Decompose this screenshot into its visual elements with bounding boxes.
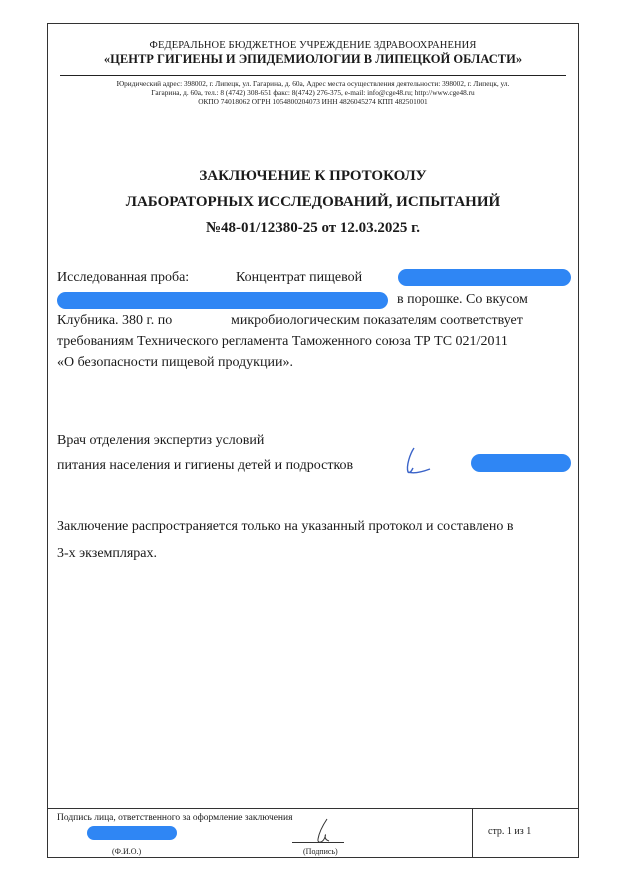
doctor-signature bbox=[400, 444, 436, 478]
page-number: стр. 1 из 1 bbox=[488, 826, 532, 837]
regulation-title: «О безопасности пищевой продукции». bbox=[57, 355, 293, 370]
protocol-number: №48-01/12380-25 от 12.03.2025 г. bbox=[205, 220, 421, 236]
compliance-statement: микробиологическим показателям соответствует bbox=[231, 313, 523, 328]
doctor-position-2: питания населения и гигиены детей и подростков bbox=[57, 458, 354, 473]
document-title: ЗАКЛЮЧЕНИЕ К ПРОТОКОЛУ bbox=[199, 168, 427, 184]
redacted-doctor-name bbox=[471, 454, 571, 472]
document-subtitle: ЛАБОРАТОРНЫХ ИССЛЕДОВАНИЙ, ИСПЫТАНИЙ bbox=[125, 194, 501, 210]
sample-label: Исследованная проба: bbox=[57, 270, 190, 285]
copies-note: 3-х экземплярах. bbox=[57, 546, 158, 561]
doctor-position-1: Врач отделения экспертиз условий bbox=[57, 433, 265, 448]
org-line-1: ФЕДЕРАЛЬНОЕ БЮДЖЕТНОЕ УЧРЕЖДЕНИЕ ЗДРАВООХРАНЕНИЯ bbox=[149, 40, 477, 51]
fio-label: (Ф.И.О.) bbox=[112, 847, 142, 856]
redacted-sample-name bbox=[398, 269, 571, 286]
address-line-2: Гагарина, д. 60а, тел.: 8 (4742) 308-651 факс: 8(4742) 276-375, e-mail: info@cge48.ru; http://www.cge48.ru bbox=[151, 88, 475, 97]
requisites-line: ОКПО 74018062 ОГРН 1054800204073 ИНН 4826045274 КПП 482501001 bbox=[198, 97, 428, 106]
redacted-manufacturer bbox=[57, 292, 388, 309]
address-line-1: Юридический адрес: 398002, г. Липецк, ул. Гагарина, д. 60а, Адрес места осуществления деятельности: 398002, г. Липецк, ул. bbox=[116, 79, 510, 88]
footer-column-divider bbox=[472, 808, 473, 858]
sample-name-start: Концентрат пищевой bbox=[236, 270, 363, 285]
sample-form: в порошке. Со вкусом bbox=[397, 292, 528, 307]
footer-divider bbox=[47, 808, 579, 809]
validity-note: Заключение распространяется только на указанный протокол и составлено в bbox=[57, 519, 514, 534]
sample-flavor: Клубника. 380 г. по bbox=[57, 313, 173, 328]
signature-line bbox=[292, 842, 344, 843]
redacted-responsible-name bbox=[87, 826, 177, 840]
header-divider bbox=[60, 75, 566, 76]
org-name: «ЦЕНТР ГИГИЕНЫ И ЭПИДЕМИОЛОГИИ В ЛИПЕЦКОЙ ОБЛАСТИ» bbox=[103, 52, 523, 66]
responsible-signature-label: Подпись лица, ответственного за оформление заключения bbox=[57, 813, 293, 823]
signature-label: (Подпись) bbox=[303, 847, 338, 856]
regulation-reference: требованиям Технического регламента Таможенного союза ТР ТС 021/2011 bbox=[57, 334, 508, 349]
